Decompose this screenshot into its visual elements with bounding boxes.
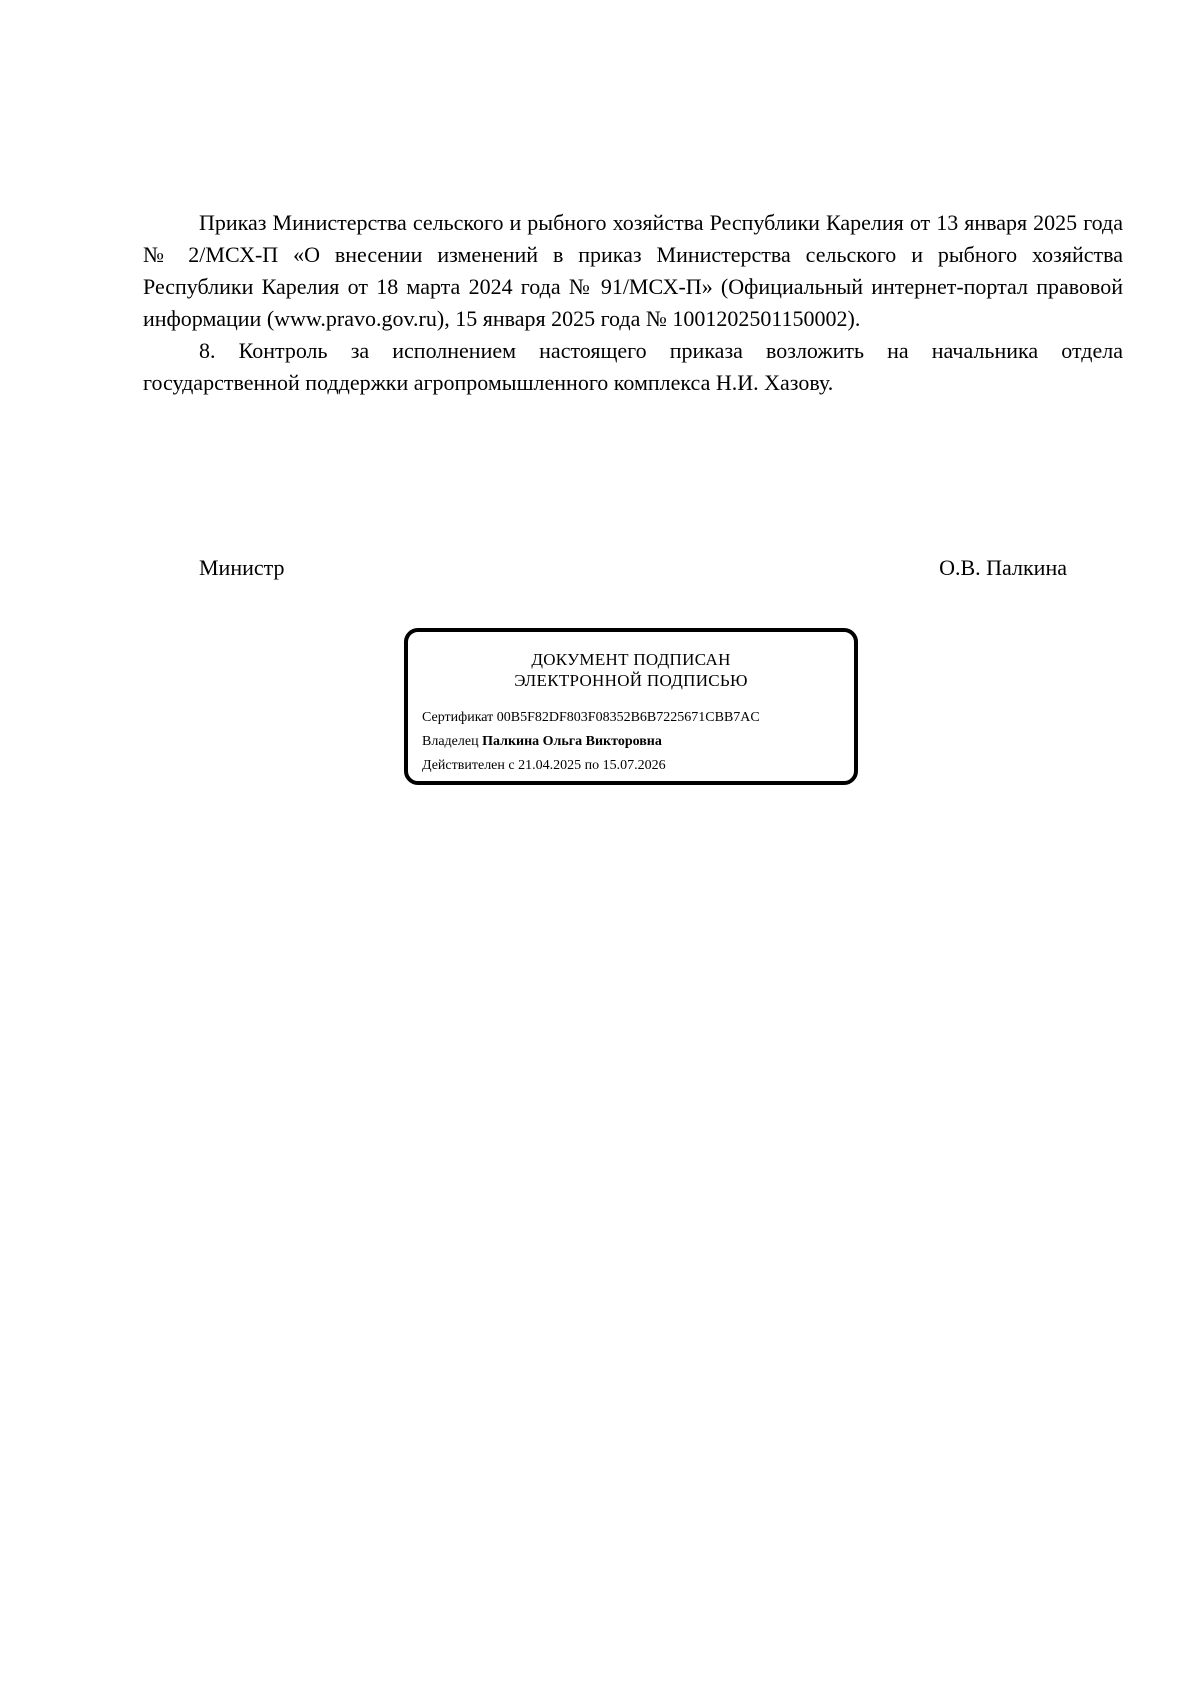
owner-line (422, 730, 840, 754)
valid-to-label: по (584, 758, 600, 773)
certificate-label: Сертификат (422, 710, 494, 725)
validity-line (422, 754, 840, 778)
paragraph-8-control: 8. Контроль за исполнением настоящего приказа возложить на начальника отдела государственной поддержки агропромышленного комплекса Н.И. Хазову. (143, 338, 1123, 395)
stamp-title-line-1: ДОКУМЕНТ ПОДПИСАН (531, 650, 731, 669)
stamp-title (422, 649, 840, 691)
document-body (143, 207, 1123, 399)
valid-label: Действителен с (422, 758, 515, 773)
paragraph-order-reference: Приказ Министерства сельского и рыбного хозяйства Республики Карелия от 13 января 2025 года № 2/МСХ-П «О внесении изменений в приказ Министерства сельского и рыбного хозяйства Республики Карелия от 18 марта 2024 года № 91/МСХ-П» (Официальный интернет-портал правовой информации (www.pravo.gov.ru), 15 января 2025 года № 1001202501150002). (143, 210, 1123, 331)
certificate-value: 00B5F82DF803F08352B6B7225671CBB7AC (496, 710, 760, 725)
owner-label: Владелец (422, 734, 479, 749)
stamp-details (422, 706, 840, 778)
valid-to: 15.07.2026 (602, 758, 666, 773)
valid-from: 21.04.2025 (518, 758, 582, 773)
signatory-name: О.В. Палкина (939, 555, 1067, 580)
certificate-line (422, 706, 840, 730)
stamp-title-line-2: ЭЛЕКТРОННОЙ ПОДПИСЬЮ (514, 671, 748, 690)
signatory-role: Министр (199, 555, 285, 580)
electronic-signature-stamp (404, 628, 858, 785)
owner-value: Палкина Ольга Викторовна (482, 734, 662, 749)
